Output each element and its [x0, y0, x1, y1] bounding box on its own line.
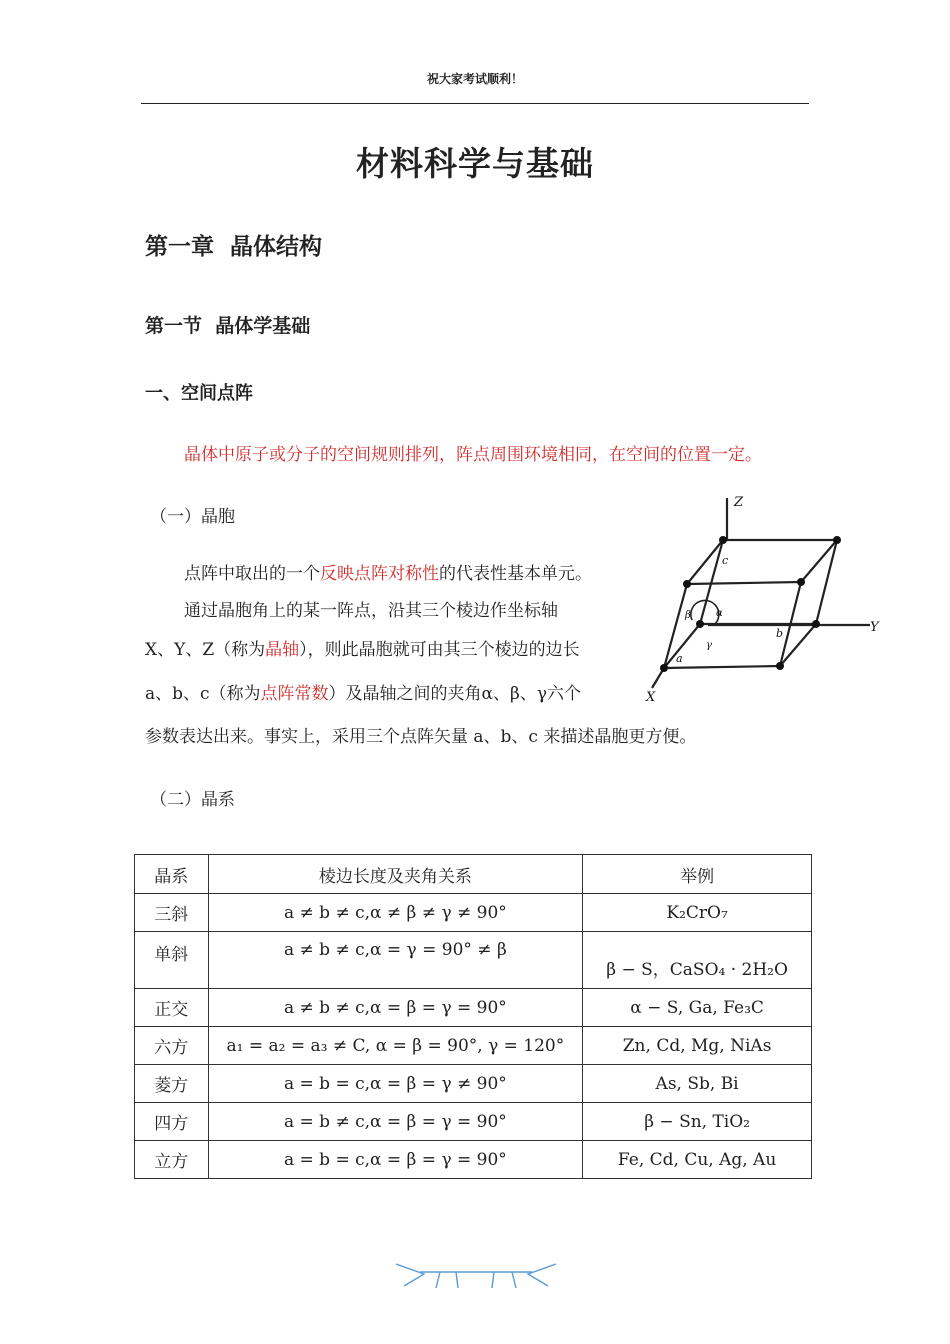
system-relation: a = b = c,α = β = γ = 90°	[208, 1141, 583, 1179]
beta-label: β	[685, 610, 691, 621]
system-name: 菱方	[135, 1065, 209, 1103]
section-heading: 第一节 晶体学基础	[145, 315, 311, 337]
edge-c-label: c	[722, 554, 729, 567]
unit-cell-figure	[630, 488, 890, 703]
unit-cell-heading: （一）晶胞	[150, 507, 235, 527]
system-name: 四方	[135, 1103, 209, 1141]
system-example: β − Sn, TiO₂	[583, 1103, 812, 1141]
text-run: X、Y、Z（称为	[145, 640, 266, 660]
system-example: Zn, Cd, Mg, NiAs	[583, 1027, 812, 1065]
gamma-label: γ	[706, 640, 712, 651]
table-row	[135, 1027, 812, 1065]
system-name: 单斜	[135, 932, 209, 989]
system-relation: a ≠ b ≠ c,α = γ = 90° ≠ β	[208, 932, 583, 989]
system-relation: a = b ≠ c,α = β = γ = 90°	[208, 1103, 583, 1141]
table-row	[135, 1141, 812, 1179]
chapter-heading: 第一章 晶体结构	[145, 234, 323, 260]
highlight-text: 晶轴	[265, 640, 300, 660]
unit-cell-line-1	[184, 563, 592, 585]
system-name: 正交	[135, 989, 209, 1027]
system-example: α − S, Ga, Fe₃C	[583, 989, 812, 1027]
table-row	[135, 894, 812, 932]
subsection-heading: 一、空间点阵	[145, 383, 253, 404]
system-relation: a ≠ b ≠ c,α = β = γ = 90°	[208, 989, 583, 1027]
lattice-definition: 晶体中原子或分子的空间规则排列，阵点周围环境相同，在空间的位置一定。	[184, 445, 762, 465]
crystal-systems-heading: （二）晶系	[150, 790, 235, 810]
edge-b-label: b	[776, 627, 784, 640]
x-axis-label: X	[646, 690, 656, 703]
column-header: 棱边长度及夹角关系	[208, 855, 583, 894]
footer-ornament	[396, 1262, 556, 1292]
column-header: 举例	[583, 855, 812, 894]
system-relation: a ≠ b ≠ c,α ≠ β ≠ γ ≠ 90°	[208, 894, 583, 932]
edge-a-label: a	[676, 652, 683, 665]
y-axis-label: Y	[870, 620, 879, 635]
text-run: 的代表性基本单元。	[439, 564, 592, 584]
system-name: 三斜	[135, 894, 209, 932]
system-name: 六方	[135, 1027, 209, 1065]
header-note: 祝大家考试顺利！	[426, 72, 523, 86]
system-example: K₂CrO₇	[583, 894, 812, 932]
table-row	[135, 932, 812, 989]
system-example: β − S，CaSO₄ · 2H₂O	[583, 932, 812, 989]
table-row	[135, 989, 812, 1027]
system-example: Fe, Cd, Cu, Ag, Au	[583, 1141, 812, 1179]
text-run: ）及晶轴之间的夹角α、β、γ六个	[328, 684, 582, 704]
text-run: 点阵中取出的一个	[184, 564, 320, 584]
system-relation: a = b = c,α = β = γ ≠ 90°	[208, 1065, 583, 1103]
table-header-row	[135, 855, 812, 894]
header-rule	[141, 103, 809, 104]
unit-cell-line-4	[145, 683, 581, 705]
unit-cell-line-3	[145, 639, 580, 661]
table-row	[135, 1065, 812, 1103]
z-axis-label: Z	[734, 495, 744, 510]
text-run: a、b、c（称为	[145, 684, 261, 704]
system-example: As, Sb, Bi	[583, 1065, 812, 1103]
unit-cell-line-5: 参数表达出来。事实上，采用三个点阵矢量 a、b、c 来描述晶胞更方便。	[145, 727, 697, 747]
alpha-label: α	[716, 608, 723, 619]
highlight-text: 点阵常数	[260, 684, 329, 704]
text-run: ），则此晶胞就可由其三个棱边的边长	[299, 640, 580, 660]
table-row	[135, 1103, 812, 1141]
system-name: 立方	[135, 1141, 209, 1179]
crystal-systems-table	[134, 854, 812, 1179]
highlight-text: 反映点阵对称性	[320, 564, 439, 584]
unit-cell-line-2: 通过晶胞角上的某一阵点，沿其三个棱边作坐标轴	[184, 601, 558, 621]
system-relation: a₁ = a₂ = a₃ ≠ C, α = β = 90°, γ = 120°	[208, 1027, 583, 1065]
column-header: 晶系	[135, 855, 209, 894]
document-title: 材料科学与基础	[356, 144, 594, 183]
